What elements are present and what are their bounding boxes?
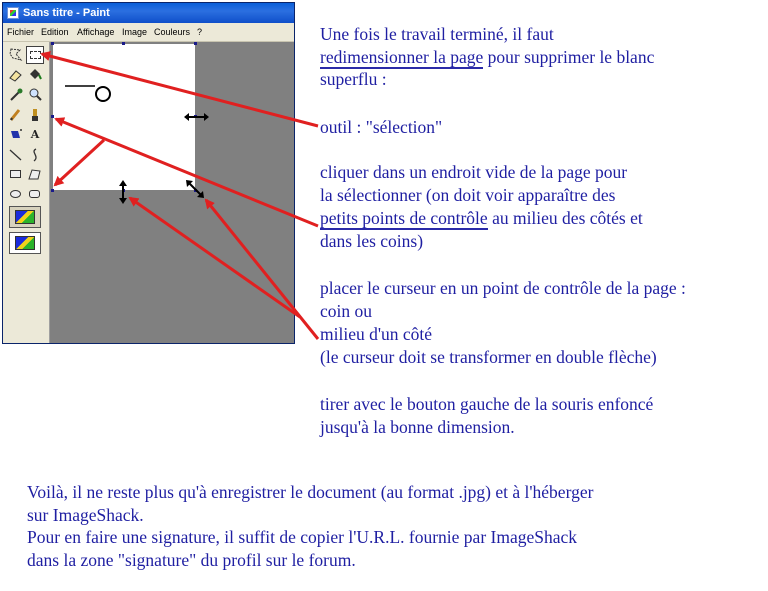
menu-edition[interactable]: Edition <box>41 27 69 37</box>
footer-line-2: sur ImageShack. <box>27 505 144 525</box>
footer-line-1: Voilà, il ne reste plus qu'à enregistrer le document (au format .jpg) et à l'héberger <box>27 482 594 502</box>
intro-line-3: superflu : <box>320 69 387 89</box>
cursor-line-2: coin ou <box>320 301 373 321</box>
menu-fichier[interactable]: Fichier <box>7 27 35 37</box>
cursor-line-1: placer le curseur en un point de contrôle de la page : <box>320 278 686 298</box>
footer-line-3: Pour en faire une signature, il suffit de copier l'U.R.L. fournie par ImageShack <box>27 527 578 547</box>
resize-page-link: redimensionner la page <box>320 47 484 67</box>
select-line-2: la sélectionner (on doit voir apparaître des <box>320 185 616 205</box>
tool-instruction: outil : "sélection" <box>320 117 443 137</box>
menu-image[interactable]: Image <box>122 27 148 37</box>
arrow-to-selection-tool <box>42 54 318 126</box>
drag-line-1: tirer avec le bouton gauche de la souris enfoncé <box>320 394 654 414</box>
control-points-link: petits points de contrôle <box>320 208 488 228</box>
arrow-to-bottom-left-handle <box>55 140 104 185</box>
text-tool-icon[interactable]: A <box>30 128 40 141</box>
menu-couleurs[interactable]: Couleurs <box>154 27 191 37</box>
drag-line-2: jusqu'à la bonne dimension. <box>320 417 515 437</box>
intro-line-2-rest: pour supprimer le blanc <box>483 47 655 67</box>
arrow-to-corner-handle <box>206 200 318 339</box>
footer-line-4: dans la zone "signature" du profil sur le forum. <box>27 550 356 570</box>
arrow-to-bottom-handle <box>130 198 300 317</box>
intro-line-2 <box>320 46 654 69</box>
menu-affichage[interactable]: Affichage <box>77 27 115 37</box>
select-line-1: cliquer dans un endroit vide de la page pour <box>320 162 628 182</box>
arrow-to-top-left-handle <box>56 119 318 226</box>
menu-help[interactable]: ? <box>197 27 203 37</box>
select-line-3-rest: au milieu des côtés et <box>487 208 643 228</box>
select-line-3 <box>320 207 643 230</box>
select-line-4: dans les coins) <box>320 231 424 251</box>
window-title: Sans titre - Paint <box>23 7 110 19</box>
cursor-line-4: (le curseur doit se transformer en double flèche) <box>320 347 657 367</box>
cursor-line-3: milieu d'un côté <box>320 324 433 344</box>
intro-line-1: Une fois le travail terminé, il faut <box>320 24 554 44</box>
